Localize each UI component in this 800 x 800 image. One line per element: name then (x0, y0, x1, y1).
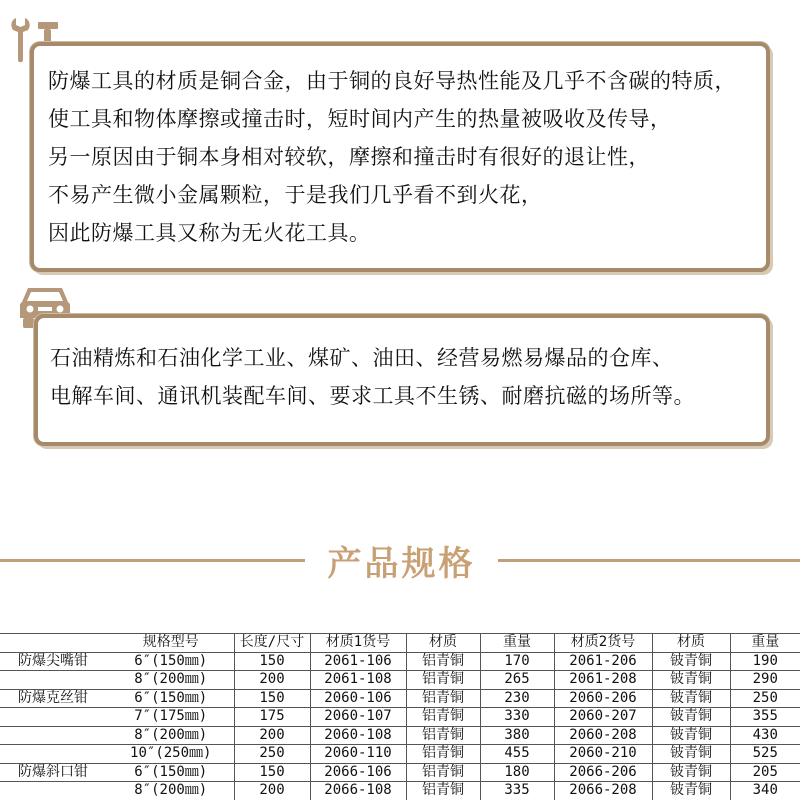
text-line: 使工具和物体摩擦或撞击时，短时间内产生的热量被吸收及传导， (48, 107, 672, 131)
table-cell: 2061-106 (310, 652, 406, 671)
table-cell: 150 (234, 652, 310, 671)
table-cell: 2060-110 (310, 745, 406, 764)
table-cell: 铝青铜 (406, 652, 480, 671)
table-cell: 2061-206 (554, 652, 652, 671)
table-cell: 250 (730, 689, 800, 708)
table-cell: 175 (234, 708, 310, 727)
table-cell: 铍青铜 (652, 745, 730, 764)
column-header: 材质 (652, 634, 730, 653)
text-line: 电解车间、通讯机装配车间、要求工具不生锈、耐磨抗磁的场所等。 (50, 384, 695, 408)
table-row (0, 708, 800, 727)
table-cell: 2060-106 (310, 689, 406, 708)
table-cell: 6″(150㎜) (108, 689, 234, 708)
table-cell: 380 (480, 726, 554, 745)
table-cell: 铍青铜 (652, 763, 730, 782)
product-name-cell: 防爆尖嘴钳 (0, 652, 108, 671)
product-name-cell: 防爆斜口钳 (0, 763, 108, 782)
column-header: 长度/尺寸 (234, 634, 310, 653)
table-cell: 铝青铜 (406, 782, 480, 800)
column-header: 重量 (480, 634, 554, 653)
table-cell: 190 (730, 652, 800, 671)
column-header: 材质2货号 (554, 634, 652, 653)
table-cell: 8″(200㎜) (108, 726, 234, 745)
table-cell: 335 (480, 782, 554, 800)
table-cell: 200 (234, 726, 310, 745)
text-line: 另一原因由于铜本身相对较软，摩擦和撞击时有很好的退让性， (48, 145, 650, 169)
usage-description-box (34, 314, 770, 446)
text-line: 石油精炼和石油化学工业、煤矿、油田、经营易燃易爆品的仓库、 (50, 346, 674, 370)
table-cell: 6″(150㎜) (108, 763, 234, 782)
product-name-cell (0, 726, 108, 745)
table-cell: 铝青铜 (406, 745, 480, 764)
usage-description-text (50, 339, 695, 415)
column-header (0, 634, 108, 653)
table-cell: 2061-108 (310, 671, 406, 690)
table-cell: 铝青铜 (406, 689, 480, 708)
product-name-cell: 防爆克丝钳 (0, 689, 108, 708)
table-cell: 430 (730, 726, 800, 745)
table-cell: 2060-108 (310, 726, 406, 745)
table-cell: 265 (480, 671, 554, 690)
section-header (0, 530, 800, 590)
column-header: 重量 (730, 634, 800, 653)
table-cell: 290 (730, 671, 800, 690)
table-cell: 2060-107 (310, 708, 406, 727)
table-cell: 铝青铜 (406, 708, 480, 727)
section-title: 产品规格 (327, 544, 476, 584)
table-header-row (0, 634, 800, 653)
column-header: 规格型号 (108, 634, 234, 653)
divider (498, 559, 800, 562)
table-cell: 180 (480, 763, 554, 782)
table-cell: 铍青铜 (652, 726, 730, 745)
table-cell: 8″(200㎜) (108, 671, 234, 690)
table-row (0, 782, 800, 800)
table-cell: 铝青铜 (406, 763, 480, 782)
table-row (0, 689, 800, 708)
table-cell: 铝青铜 (406, 726, 480, 745)
table-row (0, 652, 800, 671)
table-cell: 铍青铜 (652, 652, 730, 671)
table-cell: 330 (480, 708, 554, 727)
table-cell: 铍青铜 (652, 708, 730, 727)
product-name-cell (0, 782, 108, 800)
table-cell: 340 (730, 782, 800, 800)
table-row (0, 671, 800, 690)
table-cell: 8″(200㎜) (108, 782, 234, 800)
table-cell: 150 (234, 689, 310, 708)
table-cell: 2060-207 (554, 708, 652, 727)
table-cell: 2066-108 (310, 782, 406, 800)
table-cell: 10″(250㎜) (108, 745, 234, 764)
table-cell: 2066-206 (554, 763, 652, 782)
table-row (0, 745, 800, 764)
table-cell: 250 (234, 745, 310, 764)
table-cell: 铍青铜 (652, 782, 730, 800)
text-line: 不易产生微小金属颗粒，于是我们几乎看不到火花， (48, 183, 543, 207)
table-cell: 2066-106 (310, 763, 406, 782)
table-cell: 170 (480, 652, 554, 671)
table-cell: 205 (730, 763, 800, 782)
table-row (0, 726, 800, 745)
spec-table (0, 633, 800, 800)
table-cell: 455 (480, 745, 554, 764)
table-cell: 2061-208 (554, 671, 652, 690)
table-cell: 150 (234, 763, 310, 782)
table-cell: 200 (234, 671, 310, 690)
column-header: 材质1货号 (310, 634, 406, 653)
material-description-text (48, 62, 736, 252)
table-cell: 525 (730, 745, 800, 764)
table-row (0, 763, 800, 782)
table-cell: 230 (480, 689, 554, 708)
table-cell: 铍青铜 (652, 689, 730, 708)
table-cell: 2060-208 (554, 726, 652, 745)
product-name-cell (0, 671, 108, 690)
text-line: 因此防爆工具又称为无火花工具。 (48, 221, 371, 245)
text-line: 防爆工具的材质是铜合金，由于铜的良好导热性能及几乎不含碳的特质， (48, 69, 736, 93)
material-description-box (30, 42, 770, 272)
table-cell: 6″(150㎜) (108, 652, 234, 671)
table-cell: 铍青铜 (652, 671, 730, 690)
table-cell: 2060-210 (554, 745, 652, 764)
table-cell: 2060-206 (554, 689, 652, 708)
product-name-cell (0, 745, 108, 764)
table-cell: 200 (234, 782, 310, 800)
table-cell: 7″(175㎜) (108, 708, 234, 727)
product-name-cell (0, 708, 108, 727)
table-cell: 2066-208 (554, 782, 652, 800)
column-header: 材质 (406, 634, 480, 653)
divider (0, 559, 305, 562)
table-cell: 355 (730, 708, 800, 727)
table-cell: 铝青铜 (406, 671, 480, 690)
